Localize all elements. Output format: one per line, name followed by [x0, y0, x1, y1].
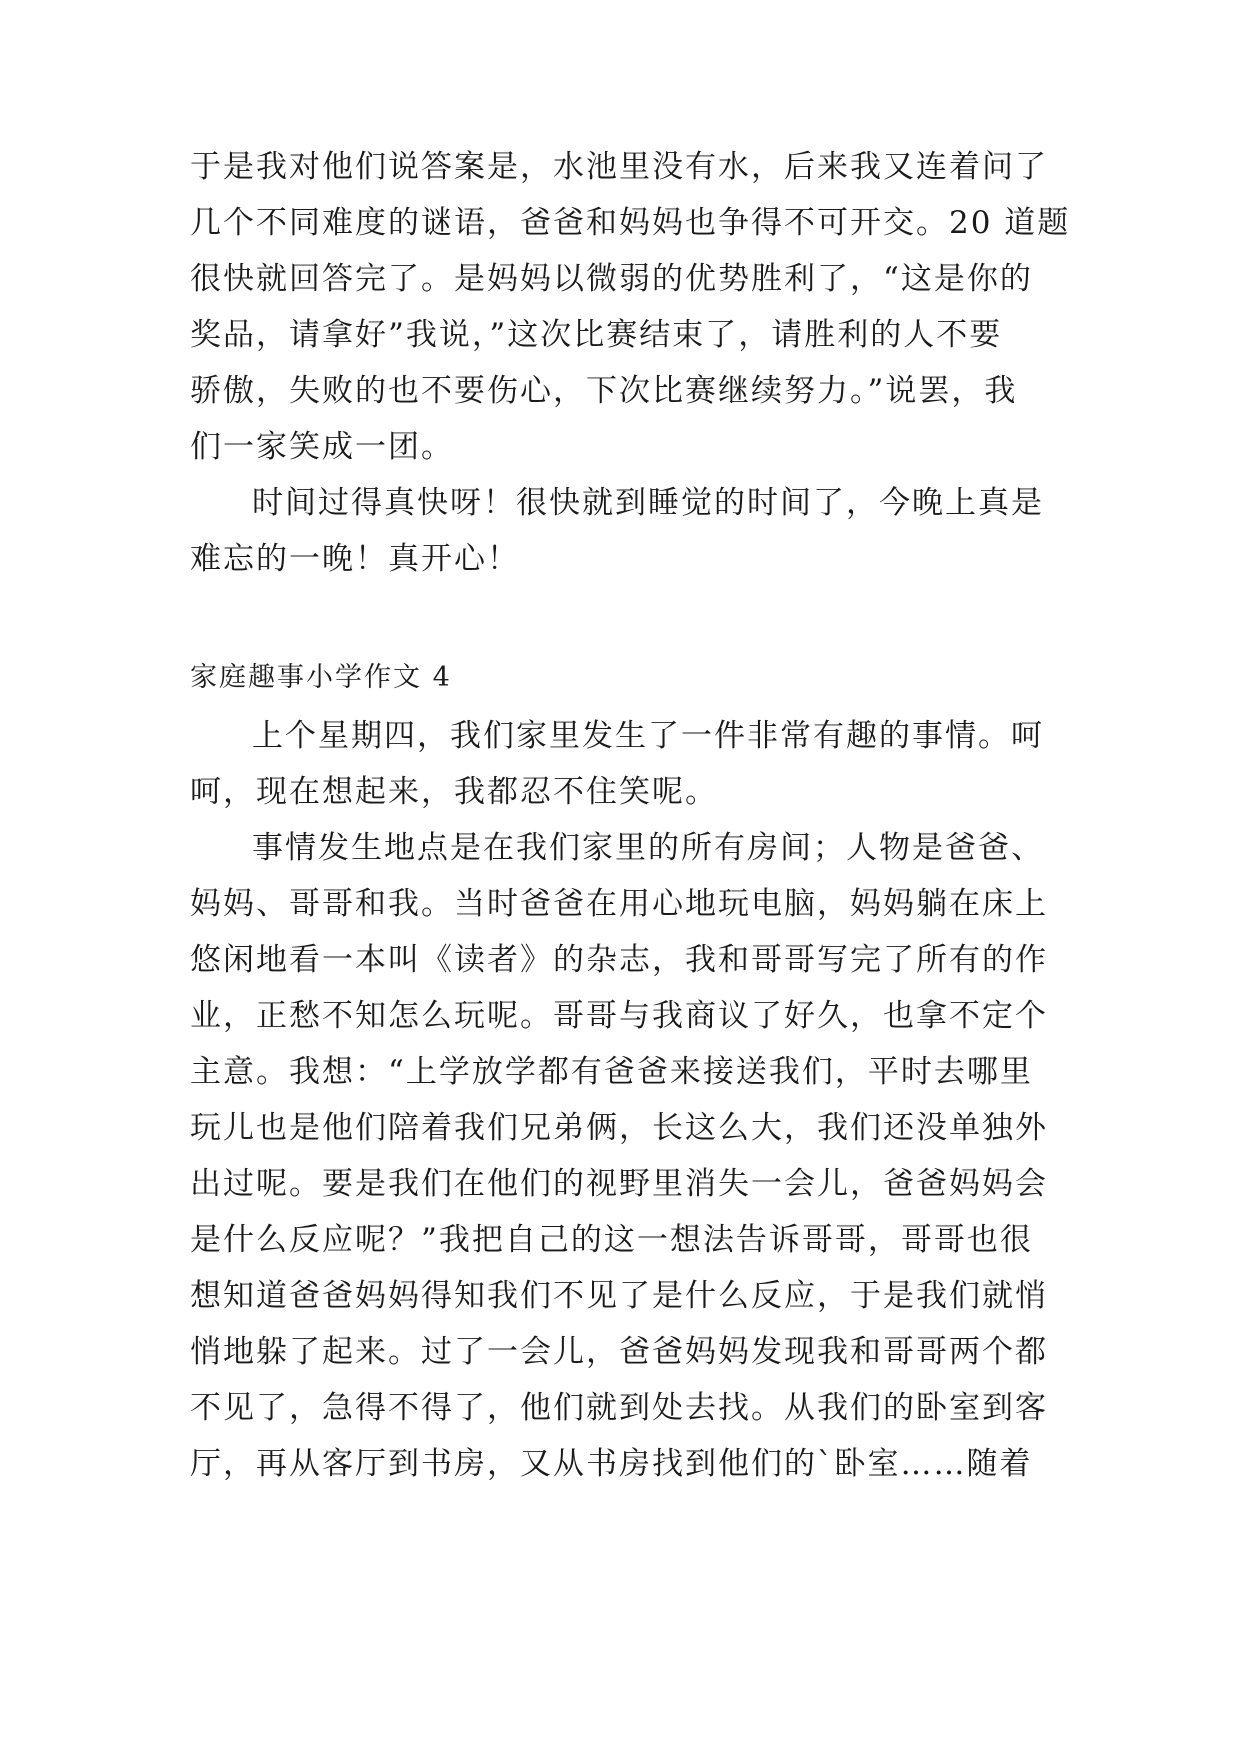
text-line: 悄地躲了起来。过了一会儿，爸爸妈妈发现我和哥哥两个都 [190, 1334, 1048, 1370]
text-line: 悠闲地看一本叫《读者》的杂志，我和哥哥写完了所有的作 [190, 942, 1048, 978]
text-line: 几个不同难度的谜语，爸爸和妈妈也争得不可开交。20 道题 [190, 205, 1071, 241]
text-line: 主意。我想：“上学放学都有爸爸来接送我们，平时去哪里 [190, 1054, 1033, 1090]
text-line: 时间过得真快呀！很快就到睡觉的时间了，今晚上真是 [252, 485, 1044, 521]
text-line: 想知道爸爸妈妈得知我们不见了是什么反应，于是我们就悄 [190, 1278, 1048, 1314]
text-line: 上个星期四，我们家里发生了一件非常有趣的事情。呵 [252, 718, 1044, 754]
text-line: 业，正愁不知怎么玩呢。哥哥与我商议了好久，也拿不定个 [190, 998, 1048, 1034]
text-line: 们一家笑成一团。 [190, 429, 454, 465]
text-line: 很快就回答完了。是妈妈以微弱的优势胜利了，“这是你的 [190, 261, 1033, 297]
text-line: 奖品，请拿好”我说，”这次比赛结束了，请胜利的人不要 [190, 317, 1003, 353]
text-line: 事情发生地点是在我们家里的所有房间；人物是爸爸、 [252, 830, 1044, 866]
text-line: 骄傲，失败的也不要伤心，下次比赛继续努力。”说罢，我 [190, 373, 1018, 409]
text-line: 妈妈、哥哥和我。当时爸爸在用心地玩电脑，妈妈躺在床上 [190, 886, 1048, 922]
text-line: 厅，再从客厅到书房，又从书房找到他们的`卧室……随着 [190, 1446, 1033, 1482]
text-line: 是什么反应呢？”我把自己的这一想法告诉哥哥，哥哥也很 [190, 1222, 1033, 1258]
text-line: 呵，现在想起来，我都忍不住笑呢。 [190, 774, 718, 810]
text-line: 难忘的一晚！真开心！ [190, 541, 520, 577]
text-line: 于是我对他们说答案是，水池里没有水，后来我又连着问了 [190, 149, 1048, 185]
text-line: 玩儿也是他们陪着我们兄弟俩，长这么大，我们还没单独外 [190, 1110, 1048, 1146]
text-line: 出过呢。要是我们在他们的视野里消失一会儿，爸爸妈妈会 [190, 1166, 1048, 1202]
text-line: 不见了，急得不得了，他们就到处去找。从我们的卧室到客 [190, 1390, 1048, 1426]
section-heading: 家庭趣事小学作文 4 [190, 662, 452, 693]
